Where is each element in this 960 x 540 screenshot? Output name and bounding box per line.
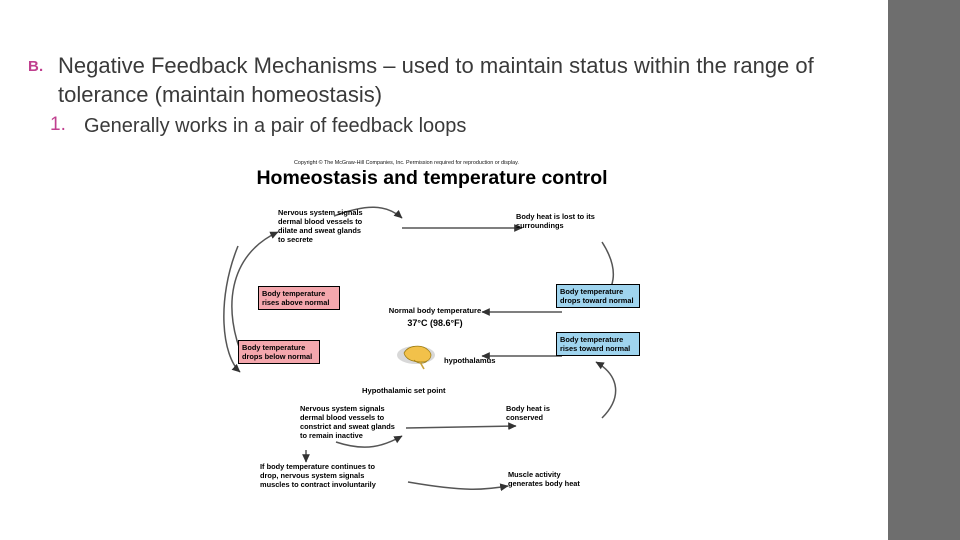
label-normal-body-temperature-value: 37°C (98.6°F) bbox=[407, 318, 463, 328]
bullet-list bbox=[28, 52, 828, 139]
label-body-heat-lost: Body heat is lost to its surroundings bbox=[516, 212, 595, 231]
label-shivering-response: If body temperature continues to drop, nervous system signals muscles to contract involuntarily bbox=[260, 462, 376, 490]
label-hypothalamus: hypothalamus bbox=[444, 356, 496, 365]
box-temp-drops-below-normal: Body temperature drops below normal bbox=[238, 340, 320, 364]
box-temp-drops-toward-normal: Body temperature drops toward normal bbox=[556, 284, 640, 308]
label-body-heat-conserved: Body heat is conserved bbox=[506, 404, 550, 423]
bullet-text-negative-feedback: Negative Feedback Mechanisms – used to maintain status within the range of tolerance (maintain homeostasis) bbox=[58, 53, 814, 107]
box-temp-rises-above-normal: Body temperature rises above normal bbox=[258, 286, 340, 310]
hypothalamus-illustration bbox=[394, 340, 442, 372]
slide-right-band bbox=[888, 0, 960, 540]
box-temp-rises-toward-normal: Body temperature rises toward normal bbox=[556, 332, 640, 356]
label-hypothalamic-set-point: Hypothalamic set point bbox=[362, 386, 446, 395]
homeostasis-figure bbox=[216, 160, 646, 500]
bullet-level-1 bbox=[28, 52, 828, 109]
bullet-marker-b: B. bbox=[28, 58, 44, 75]
bullet-text-feedback-loops: Generally works in a pair of feedback loops bbox=[84, 115, 467, 138]
bullet-marker-1: 1. bbox=[50, 114, 66, 136]
figure-copyright: Copyright © The McGraw-Hill Companies, Inc. Permission required for reproduction or display. bbox=[294, 160, 519, 166]
bullet-level-2 bbox=[28, 113, 828, 139]
label-constrict-vessels: Nervous system signals dermal blood vessels to constrict and sweat glands to remain inactive bbox=[300, 404, 395, 441]
label-dilate-vessels: Nervous system signals dermal blood vessels to dilate and sweat glands to secrete bbox=[278, 208, 363, 245]
label-muscle-activity: Muscle activity generates body heat bbox=[508, 470, 580, 489]
label-normal-body-temperature: Normal body temperature bbox=[388, 306, 482, 315]
figure-title: Homeostasis and temperature control bbox=[256, 167, 608, 189]
